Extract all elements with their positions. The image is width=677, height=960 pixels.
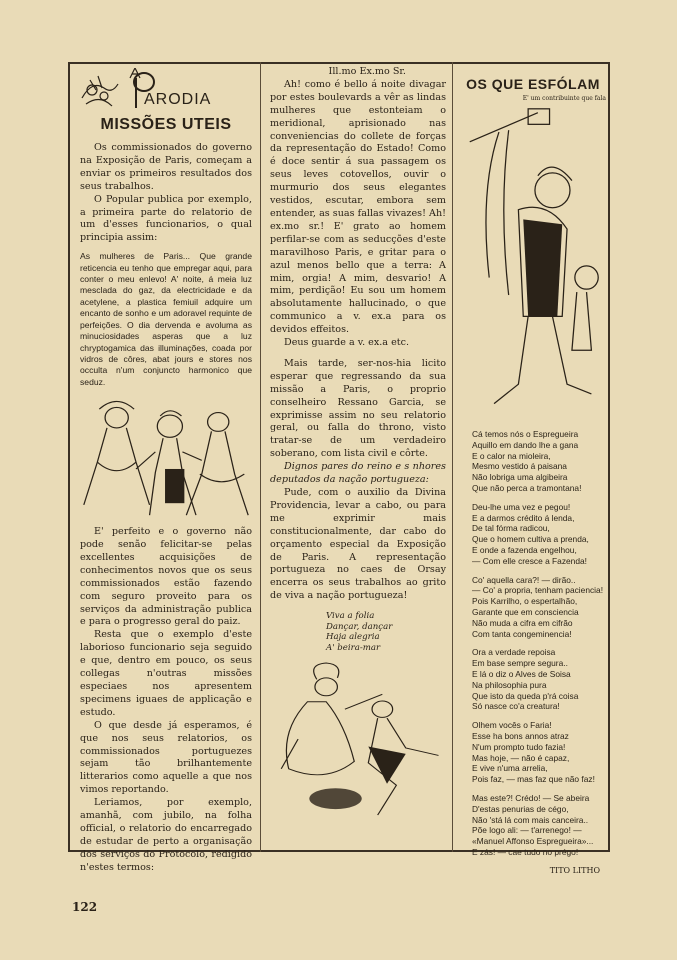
paragraph: Leriamos, por exemplo, amanhã, com jubilo, na folha official, o relatorio do encarregado de estudar de perto a organisação dos serviços do Protocolo, redigido n'estes termos: — [80, 797, 252, 873]
svg-text:ARODIA: ARODIA — [144, 91, 212, 108]
parodia-logo — [78, 68, 218, 112]
page-number: 122 — [72, 900, 98, 914]
column-divider — [260, 62, 261, 852]
article-title: MISSÕES UTEIS — [100, 116, 232, 133]
paragraph: Os commissionados do governo na Exposição de Paris, começam a enviar os primeiros resultados dos seus trabalhos. — [80, 142, 252, 192]
signature: TITO LITHO — [549, 865, 600, 875]
salutation: Ill.mo Ex.mo Sr. — [328, 66, 406, 77]
quoted-report: As mulheres de Paris... Que grande reticencia eu tenho que empregar aqui, para conter o meu enlevo! A' noite, á meia luz mesclada do gaz, da electricidade e da acetylene, a plastica femiuil adquire um encanto de sonho e um adoravel requinte de perfeições. O dia dervenda e avoluma as minuciosidades asperas que a luz chryptogamica das illuminações, coada por vidros de côres, abat jours e stores nos occulta n'um conjuncto harmonico que seduz. — [80, 251, 252, 387]
article-subtitle: E' um contribuinte que fala — [522, 95, 606, 102]
paragraph: E' perfeito e o governo não pode senão felicitar-se pelas excellentes acquisições de conhecimentos novos que os seus commissionados estão fazendo com seguro proveito para os serviços da administração publica e para o progresso geral do paiz. — [80, 526, 252, 628]
poem-stanza: Deu-lhe uma vez e pegou! E a darmos crédito á lenda, De tal fórma radicou, Que o homem cultiva a prenda, E onde a fazenda engelhou, — Com elle cresce a Fazenda! — [472, 501, 589, 566]
caricature-illustration — [460, 103, 606, 423]
paragraph: Resta que o exemplo d'este laborioso funcionario seja seguido e que, dentro em pouco, os seus collegas n'outras missões especiaes nos apresentem specimens iguaes de applicação e estudo. — [80, 629, 252, 718]
article-missoes-uteis — [78, 142, 254, 388]
verse-block — [326, 611, 446, 653]
paragraph: Mais tarde, ser-nos-hia licito esperar que regressando da sua missão a Paris, o proprio conselheiro Ressano Garcia, se exprimisse assim no seu relatorio geral, ou falla do throno, visto tratar-se de um verdadeiro soberano, com lista civil e côrte. — [270, 357, 446, 460]
column-3 — [460, 76, 606, 875]
paragraph: Deus guarde a v. ex.a etc. — [284, 337, 410, 349]
article-title: OS QUE ESFÓLAM — [466, 76, 600, 92]
article-relatorio — [270, 66, 446, 653]
verse-line: Dançar, dançar — [326, 621, 393, 632]
poem-stanza: Olhem vocês o Faria! Esse ha bons annos atraz N'um prompto tudo fazia! Mas hoje, — não é capaz, E vive n'uma arrelia, Pois faz, — mas faz que não faz! — [472, 720, 595, 785]
poem-stanza: Cá temos nós o Espregueira Aquillo em dando lhe a gana E o calor na mioleira, Mesmo vestido á paisana Não lobriga uma algibeira Que não perca a tramontana! — [472, 429, 582, 493]
dancing-couple-illustration — [270, 657, 446, 827]
verse-line: Haja alegria — [326, 632, 380, 643]
article-missoes-uteis-cont — [78, 526, 254, 874]
verse-line: A' beira-mar — [326, 642, 381, 653]
column-divider — [452, 62, 453, 852]
poem-stanza: Co' aquella cara?! — dirão.. — Co' a propria, tenham paciencia! Pois Karrilho, o espertalhão, Garante que em consciencia Não muda a cifra em cifrão Com tanta congeminencia! — [472, 574, 604, 639]
poem-stanza: Mas este?! Crédo! — Se abeira D'estas penurias de cégo, Não 'stá lá com mais canceira.. Põe logo ali: — t'arrenego! — «Manuel Affonso Espregueira»... E zás! — cae tudo no prégo! — [472, 792, 594, 857]
verse-line: Viva a folia — [326, 611, 375, 622]
dancing-figures-illustration — [78, 392, 254, 522]
column-1 — [78, 68, 254, 875]
poem-stanza: Ora a verdade repoisa Em base sempre segura.. E lá o diz o Alves de Soisa Na philosophia pura Que isto da queda p'rá coisa Só nasce co'a creatura! — [472, 647, 579, 712]
paragraph: O que desde já esperamos, é que nos seus relatorios, os commissionados portuguezes sejam tão brilhantemente litterarios como aquelle a que nos vimos reportando. — [80, 719, 252, 796]
column-2 — [270, 66, 446, 827]
paragraph: Ah! como é bello á noite divagar por estes boulevards a vêr as lindas mulheres que estonteiam o meridional, aprisionado nas conveniencias do collete de forças da representação do Estado! Como é doce sentir á sua passagem os seus leves cotovellos, ouvir o murmurio dos seus elegantes vestidos, escutar, embora sem entender, as suas fallas vivazes! Ah! ex.mo sr.! E' grato ao homem perfilar-se com as seducções d'este maravilhoso Paris, e gritar para o azul menos bello que a terra: A mim, orgia! A mim, desvario! A mim, perdição! Eu sou um homem absolutamente hallucinado, o que communico a v. ex.a para os devidos effeitos. — [270, 78, 446, 336]
paragraph: Pude, com o auxilio da Divina Providencia, levar a cabo, ou para me exprimir mais constitucionalmente, dar cabo do orçamento especial da Exposição de Paris. A representação portugueza no caes de Orsay encerra os seus trabalhos ao grito de viva a nação portugueza! — [270, 487, 446, 602]
poem-os-que-esfolam — [460, 429, 606, 875]
paragraph: O Popular publica por exemplo, a primeira parte do relatorio de um d'esses funcionarios, o qual principia assim: — [80, 193, 252, 244]
address-line: Dignos pares do reino e s nhores deputados da nação portugueza: — [270, 461, 446, 486]
